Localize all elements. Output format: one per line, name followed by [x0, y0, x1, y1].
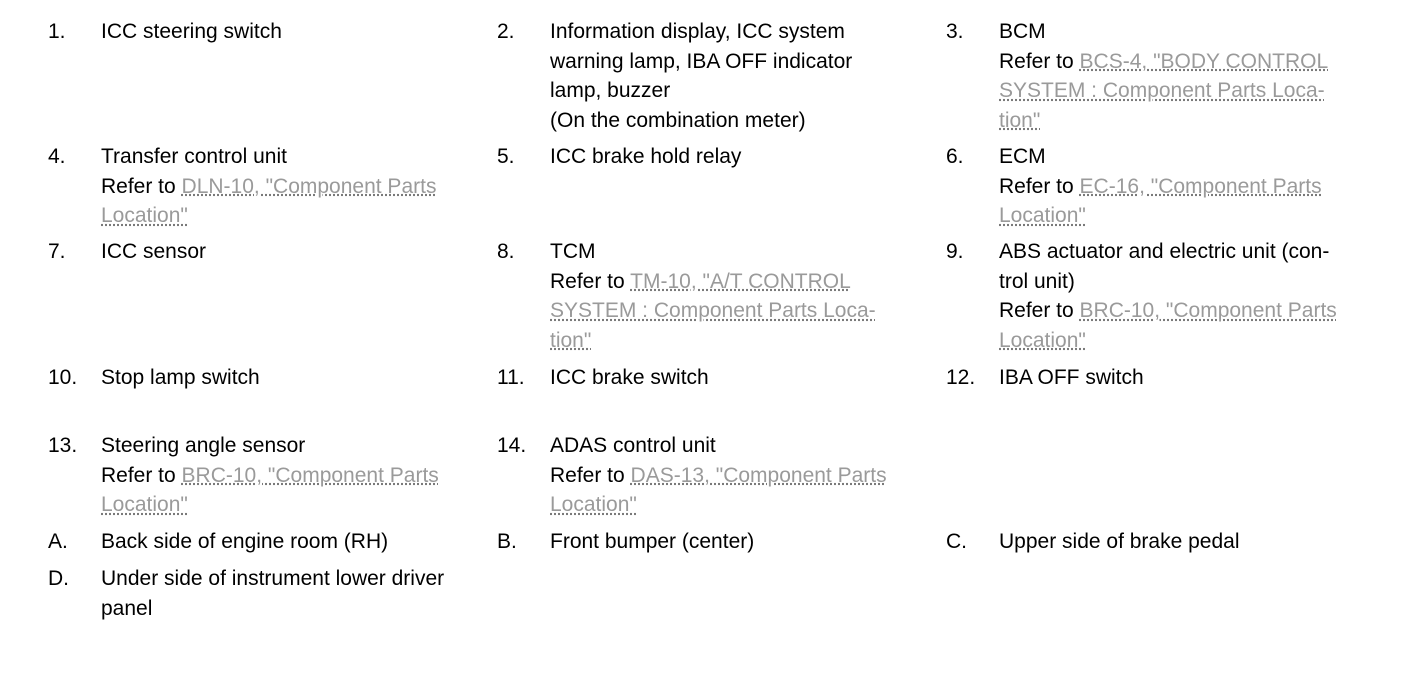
item-number: 6.	[946, 145, 964, 168]
item-text: BCM	[999, 20, 1046, 43]
item-number: 5.	[497, 145, 515, 168]
item-number: 9.	[946, 240, 964, 263]
item-text: ICC brake switch	[550, 366, 709, 389]
item-number: 8.	[497, 240, 515, 263]
item-number: 13.	[48, 434, 78, 457]
item-text: Information display, ICC system	[550, 20, 845, 43]
reference-link[interactable]: DAS-13, "Component Parts	[630, 463, 887, 487]
reference-link[interactable]: Location"	[101, 204, 188, 227]
item-text: Under side of instrument lower driver	[101, 567, 445, 590]
item-number: 2.	[497, 20, 515, 43]
reference-link[interactable]: SYSTEM : Component Parts Loca-	[550, 299, 876, 322]
refer-to-text: Refer to	[999, 299, 1080, 322]
item-text: warning lamp, IBA OFF indicator	[550, 49, 853, 73]
item-letter: A.	[48, 530, 68, 553]
reference-link[interactable]: TM-10, "A/T CONTROL	[630, 269, 851, 293]
reference-link[interactable]: SYSTEM : Component Parts Loca-	[999, 79, 1325, 102]
item-text: Transfer control unit	[101, 145, 287, 168]
item-text: ECM	[999, 145, 1046, 168]
item-text: IBA OFF switch	[999, 366, 1144, 389]
refer-to-text: Refer to	[550, 463, 631, 487]
reference-link[interactable]: BCS-4, "BODY CONTROL	[1079, 49, 1329, 73]
reference-link[interactable]: tion"	[550, 328, 592, 352]
item-text: ADAS control unit	[550, 434, 716, 457]
item-text: panel	[101, 596, 153, 620]
item-number: 4.	[48, 145, 66, 168]
item-number: 10.	[48, 366, 78, 389]
item-text: trol unit)	[999, 269, 1075, 293]
item-letter: C.	[946, 530, 967, 553]
item-text: Upper side of brake pedal	[999, 530, 1240, 553]
refer-to-text: Refer to	[101, 174, 182, 198]
item-number: 12.	[946, 366, 976, 389]
refer-to-text: Refer to	[999, 49, 1080, 73]
refer-to-text: Refer to	[999, 174, 1080, 198]
item-number: 11.	[497, 366, 525, 389]
reference-link[interactable]: BRC-10, "Component Parts	[1079, 299, 1337, 322]
item-text: Back side of engine room (RH)	[101, 530, 389, 553]
item-number: 14.	[497, 434, 527, 457]
item-letter: B.	[497, 530, 517, 553]
item-text: ICC brake hold relay	[550, 145, 742, 168]
reference-link[interactable]: Location"	[550, 493, 637, 516]
reference-link[interactable]: tion"	[999, 108, 1041, 132]
refer-to-text: Refer to	[101, 463, 182, 487]
reference-link[interactable]: Location"	[999, 204, 1086, 227]
item-text: (On the combination meter)	[550, 108, 806, 132]
item-text: TCM	[550, 240, 596, 263]
reference-link[interactable]: DLN-10, "Component Parts	[181, 174, 437, 198]
refer-to-text: Refer to	[550, 269, 631, 293]
item-number: 7.	[48, 240, 66, 263]
item-text: lamp, buzzer	[550, 79, 671, 102]
reference-link[interactable]: EC-16, "Component Parts	[1079, 174, 1322, 198]
item-text: Stop lamp switch	[101, 366, 260, 389]
item-number: 1.	[48, 20, 66, 43]
item-number: 3.	[946, 20, 964, 43]
item-text: Front bumper (center)	[550, 530, 755, 553]
item-text: ABS actuator and electric unit (con-	[999, 240, 1330, 263]
item-text: Steering angle sensor	[101, 434, 306, 457]
item-text: ICC sensor	[101, 240, 207, 263]
reference-link[interactable]: BRC-10, "Component Parts	[181, 463, 439, 487]
reference-link[interactable]: Location"	[999, 328, 1086, 352]
reference-link[interactable]: Location"	[101, 493, 188, 516]
item-text: ICC steering switch	[101, 20, 282, 43]
item-letter: D.	[48, 567, 69, 590]
